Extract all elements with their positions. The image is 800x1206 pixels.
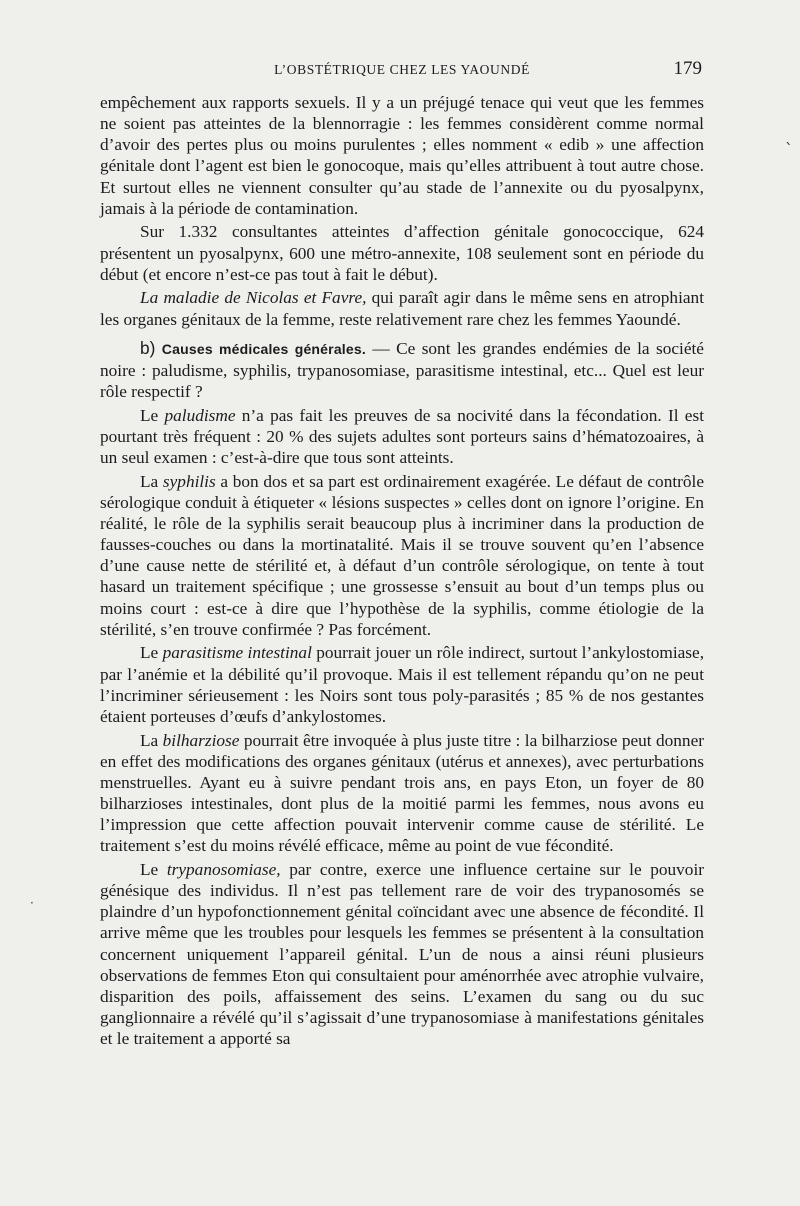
- paragraph-text: par contre, exerce une influence certaine sur le pouvoir génésique des individus. Il n’est pas tellement rare de voir des trypanosomés se plaindre d’un hypofonctionnement génital coïncidant avec une absence de fécondité. Il arrive même que les troubles pour lesquels les femmes se présentent à la consultation concernent uniquement l’appareil génital. L’un de nous a ainsi réuni plusieurs observations de femmes Eton qui consultaient pour aménorrhée avec atrophie vulvaire, disparition des poils, affaissement des seins. L’examen du sang ou du suc ganglionnaire a révélé qu’il s’agissait d’une trypanosomiase à manifestations génitales et le traitement a apporté sa: [100, 859, 705, 1049]
- emphasis-term: bilharziose: [162, 730, 240, 750]
- paragraph-paludisme: [100, 405, 704, 468]
- emphasis-disease-name: La maladie de Nicolas et Favre,: [140, 288, 367, 308]
- section-heading: Causes médicales générales.: [161, 340, 366, 357]
- paragraph-text: La: [140, 730, 163, 750]
- paragraph-text: pourrait être invoquée à plus juste titre : la bilharziose peut donner en effet des modifications des organes génitaux (utérus et annexes), avec perturbations menstruelles. Ayant eu à suivre pendant trois ans, en pays Eton, un foyer de 80 bilharzioses intestinales, dont plus de la moitié parmi les femmes, nous avons eu l’impression que cette affection pouvait intervenir comme cause de stérilité. Le traitement s’est du moins révélé efficace, même au point de vue fécondité.: [100, 730, 704, 856]
- paragraph-text: — Ce sont les grandes endémies de la société noire : paludisme, syphilis, trypanosomiase, parasitisme intestinal, etc... Quel est leur rôle respectif ?: [100, 338, 704, 402]
- page-header: [100, 58, 704, 86]
- paragraph-text: pourrait jouer un rôle indirect, surtout l’ankylostomiase, par l’anémie et la débilité qu’il provoque. Mais il est tellement répandu qu’on ne peut l’incriminer sérieusement : les Noirs sont tous poly-parasités ; 85 % de nos gestantes étaient porteuses d’œufs d’ankylostomes.: [100, 643, 705, 726]
- emphasis-term: parasitisme intestinal: [162, 643, 312, 663]
- emphasis-term: paludisme: [164, 405, 236, 425]
- margin-dot-mark: ·: [30, 896, 34, 910]
- paragraph-trypanosomiase: [100, 859, 704, 1049]
- margin-tick-mark: ˋ: [785, 140, 793, 159]
- page-number: 179: [673, 58, 702, 79]
- paragraph-nicolas-favre: [100, 287, 704, 329]
- paragraph-text: Le: [140, 405, 165, 425]
- body-text: [100, 92, 704, 1052]
- paragraph-text: qui paraît agir dans le même sens en atrophiant les organes génitaux de la femme, reste relativement rare chez les femmes Yaoundé.: [100, 288, 704, 329]
- paragraph-text: n’a pas fait les preuves de sa nocivité dans la fécondation. Il est pourtant très fréquent : 20 % des sujets adultes sont porteurs sains d’hématozoaires, à un seul examen : c’est-à-dire que tous sont atteints.: [100, 405, 705, 467]
- paragraph-bilharziose: [100, 730, 704, 857]
- paragraph-text: La: [140, 471, 163, 491]
- running-title: L’OBSTÉTRIQUE CHEZ LES YAOUNDÉ: [274, 62, 530, 77]
- paragraph-text: Le: [140, 859, 167, 879]
- paragraph-medical-causes: [100, 338, 704, 402]
- emphasis-term: syphilis: [162, 471, 216, 491]
- paragraph-syphilis: [100, 471, 704, 640]
- emphasis-term: trypanosomiase,: [166, 859, 281, 879]
- paragraph-parasitisme: [100, 642, 704, 727]
- paragraph-gonococcal-stats: Sur 1.332 consultantes atteintes d’affection génitale gonococcique, 624 présentent un pyosalpynx, 600 une métro-annexite, 108 seulement sont en période du début (et encore n’est-ce pas tout à fait le début).: [100, 222, 704, 284]
- section-label: b): [140, 337, 156, 358]
- paragraph-continuation: empêchement aux rapports sexuels. Il y a un préjugé tenace qui veut que les femmes ne soient pas atteintes de la blennorragie : les femmes considèrent comme normal d’avoir des pertes plus ou moins purulentes ; elles nomment « edib » une affection génitale dont l’agent est bien le gonocoque, mais qu’elles attribuent à tout autre chose. Et surtout elles ne viennent consulter qu’au stade de l’annexite ou du pyosalpynx, jamais à la période de contamination.: [100, 93, 704, 218]
- paragraph-text: a bon dos et sa part est ordinairement exagérée. Le défaut de contrôle sérologique conduit à étiqueter « lésions suspectes » celles dont on ignore l’origine. En réalité, le rôle de la syphilis serait beaucoup plus à incriminer dans la production de fausses-couches ou dans la mortinatalité. Mais il se trouve souvent qu’en l’absence d’une cause nette de stérilité et, à défaut d’un contrôle sérologique, on tente à tout hasard un traitement spécifique ; une grossesse s’ensuit au bout d’un temps plus ou moins court : est-ce à dire que l’hypothèse de la syphilis, comme étiologie de la stérilité, s’en trouve confirmée ? Pas forcément.: [100, 471, 704, 639]
- paragraph-text: Le: [140, 643, 163, 663]
